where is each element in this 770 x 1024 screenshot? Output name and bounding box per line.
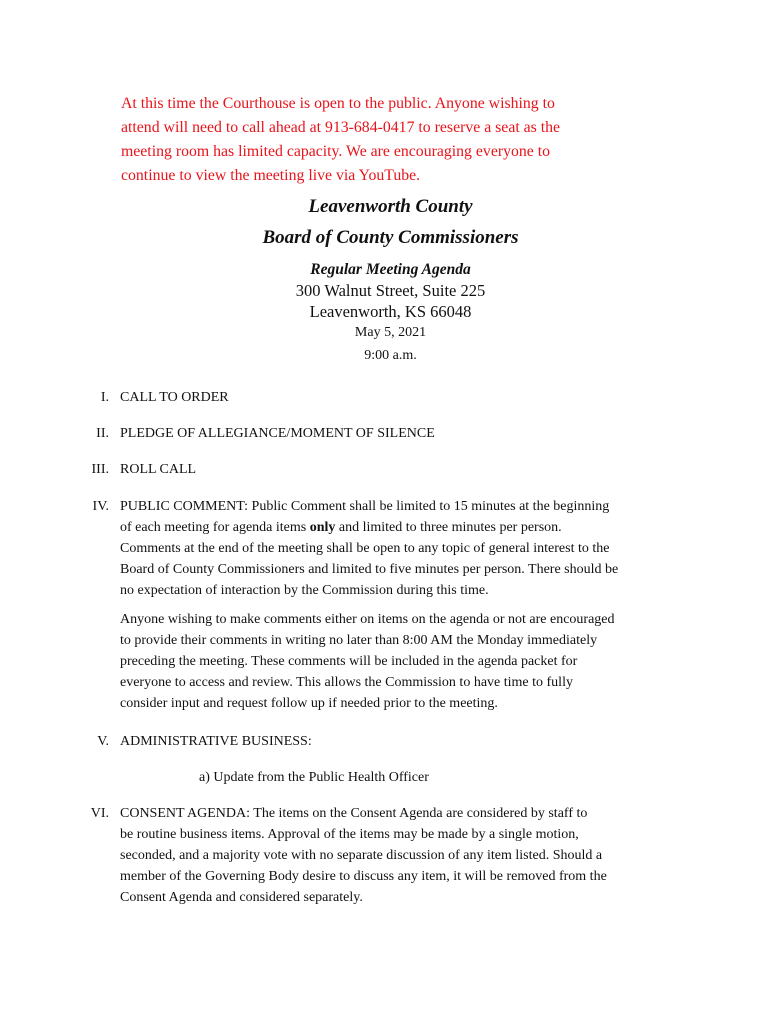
notice-line: continue to view the meeting live via YouTube. <box>121 167 421 184</box>
meeting-time: 9:00 a.m. <box>364 348 417 363</box>
item-heading: ADMINISTRATIVE BUSINESS: <box>120 734 312 749</box>
paragraph-line: Board of County Commissioners and limited to five minutes per person. There should be <box>120 562 619 577</box>
public-access-notice <box>121 92 641 188</box>
text-run: and limited to three minutes per person. <box>335 520 562 535</box>
item-numeral: III. <box>91 462 109 477</box>
county-title: Leavenworth County <box>308 196 473 217</box>
paragraph-line: CONSENT AGENDA: The items on the Consent Agenda are considered by staff to <box>120 806 588 821</box>
paragraph-line: PUBLIC COMMENT: Public Comment shall be limited to 15 minutes at the beginning <box>120 499 610 514</box>
public-comment-paragraph <box>120 496 665 601</box>
item-heading: CALL TO ORDER <box>120 390 229 405</box>
emphasis-only: only <box>309 520 336 535</box>
paragraph-line: preceding the meeting. These comments will be included in the agenda packet for <box>120 654 578 669</box>
item-heading: ROLL CALL <box>120 462 197 477</box>
paragraph-line <box>120 517 665 538</box>
sub-item-health-officer-update: a) Update from the Public Health Officer <box>199 770 429 785</box>
board-title: Board of County Commissioners <box>262 227 519 248</box>
paragraph-line: no expectation of interaction by the Commission during this time. <box>120 583 489 598</box>
item-numeral: I. <box>100 390 109 405</box>
notice-line: attend will need to call ahead at 913-684-0417 to reserve a seat as the <box>121 119 561 136</box>
paragraph-line: member of the Governing Body desire to discuss any item, it will be removed from the <box>120 869 607 884</box>
paragraph-line: Consent Agenda and considered separately. <box>120 890 363 905</box>
item-numeral: V. <box>97 734 109 749</box>
notice-line: meeting room has limited capacity. We are encouraging everyone to <box>121 143 551 160</box>
meeting-date: May 5, 2021 <box>354 325 427 340</box>
address-line-2: Leavenworth, KS 66048 <box>309 302 472 321</box>
paragraph-line: be routine business items. Approval of the items may be made by a single motion, <box>120 827 579 842</box>
text-run: of each meeting for agenda items <box>120 520 310 535</box>
consent-agenda-paragraph <box>120 803 665 908</box>
item-numeral: II. <box>96 426 109 441</box>
paragraph-line: consider input and request follow up if needed prior to the meeting. <box>120 696 498 711</box>
paragraph-line: to provide their comments in writing no later than 8:00 AM the Monday immediately <box>120 633 598 648</box>
paragraph-line: Comments at the end of the meeting shall be open to any topic of general interest to the <box>120 541 610 556</box>
agenda-title: Regular Meeting Agenda <box>310 261 471 278</box>
notice-line: At this time the Courthouse is open to the public. Anyone wishing to <box>121 95 555 112</box>
item-heading: PLEDGE OF ALLEGIANCE/MOMENT OF SILENCE <box>120 426 435 441</box>
written-comments-paragraph <box>120 609 665 714</box>
paragraph-line: Anyone wishing to make comments either on items on the agenda or not are encouraged <box>120 612 615 627</box>
paragraph-line: seconded, and a majority vote with no separate discussion of any item listed. Should a <box>120 848 603 863</box>
item-numeral: IV. <box>92 499 109 514</box>
address-line-1: 300 Walnut Street, Suite 225 <box>295 281 486 300</box>
document-header <box>0 192 770 367</box>
paragraph-line: everyone to access and review. This allows the Commission to have time to fully <box>120 675 573 690</box>
item-numeral: VI. <box>90 806 109 821</box>
